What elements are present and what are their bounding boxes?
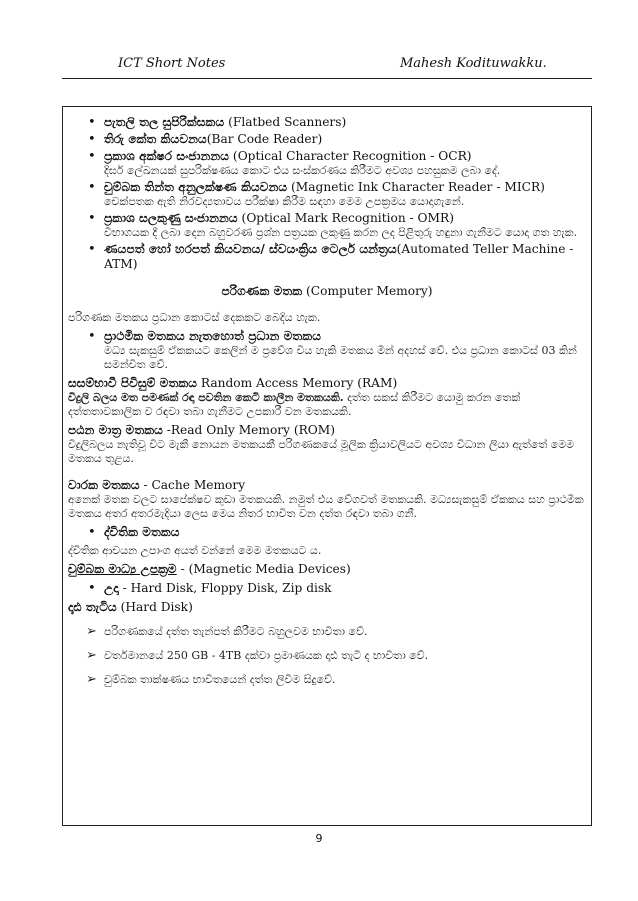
memory-intro: පරිගණක මතකය ප්‍රධාන කොටස් දෙකකට බෙදිය හැක.	[68, 311, 321, 324]
item-description: චෙක්පතක ඇති නිරවද්‍යතාවය පරීක්ෂා කිරීම සඳහා මෙම උපක්‍රමය යොදාගැනේ.	[104, 195, 465, 208]
hdd-english: (Hard Disk)	[116, 600, 193, 614]
page-content	[68, 115, 586, 697]
cache-english: - Cache Memory	[139, 478, 246, 492]
section-heading	[68, 284, 586, 299]
example-text: - Hard Disk, Floppy Disk, Zip disk	[118, 581, 332, 595]
list-item	[68, 581, 586, 596]
list-item	[68, 329, 586, 372]
magnetic-block	[68, 562, 586, 577]
hdd-point: ➢ චුම්බක තාක්ෂණය භාවිතයෙන් දත්ත ලිවීම සිදුවේ.	[68, 673, 586, 687]
item-title: පැතලි තල සුපිරික්සකය	[104, 115, 225, 129]
ram-block	[68, 376, 586, 419]
example-label: උදා	[104, 581, 119, 595]
rom-english: -Read Only Memory (ROM)	[162, 423, 336, 437]
list-item	[68, 525, 586, 540]
ram-desc-bold: විදුලි බලය මත පමණක් රඳා පවතින කෙටි කාලීන මතකයකි.	[68, 391, 344, 404]
hdd-point: ➢ වර්තමානයේ 250 GB - 4TB දක්වා ප්‍රමාණයක දෘඪ තැටි ද භාවිතා වේ.	[68, 649, 586, 663]
item-description: දිර්ඝ ලේඛනයක් සුපරික්ෂණය කොට එය සංස්කරණය කිරීමට අවශ්‍ය පහසුකම ලබා දේ.	[104, 164, 501, 177]
ram-english: Random Access Memory (RAM)	[197, 376, 398, 390]
ram-title: සසම්භාවී පිවිසුම් මතකය	[68, 376, 197, 390]
section-heading-si: පරිගණක මතක	[221, 284, 303, 298]
item-title: ද්විතික මතකය	[104, 525, 180, 539]
item-english: (Bar Code Reader)	[206, 132, 323, 146]
list-item	[68, 242, 586, 272]
hdd-point: ➢ පරිගණකයේ දත්ත තැන්පත් කිරීමට බහුලවම භාවිතා වේ.	[68, 625, 586, 639]
rom-block	[68, 423, 586, 466]
item-title: තිරු කේත කියවනය	[104, 132, 207, 146]
item-english: (Optical Mark Recognition - OMR)	[237, 211, 454, 225]
header-left-title: ICT Short Notes	[118, 56, 226, 71]
item-description: විභාගයක දී ලබා දෙන බහුවරණ ප්‍රශ්න පත්‍රයක ලකුණු කරන ලද පිළිතුරු හඳුනා ගැනීමට යොදා ගත හැක.	[104, 226, 578, 239]
hdd-block	[68, 600, 586, 615]
item-english: (Optical Character Recognition - OCR)	[229, 149, 472, 163]
item-title: චුම්බක තින්ත අනුලක්ෂණ කියවනය	[104, 180, 288, 194]
list-item	[68, 132, 586, 147]
section-heading-en: (Computer Memory)	[302, 284, 433, 298]
item-title: ණයපත් හෝ හරපත් කියවනය/ ස්වයංක්‍රිය ටෙලර් යන්ත්‍රය	[104, 242, 397, 256]
cache-desc: අනෙක් මතක වලට සාපේක්ෂව කුඩා මතකයකි. නමුත් එය වේගවත් මතකයකි. මධ්‍යසැකසුම් ඒකකය සහ ප්‍රාථමික මතකය අතර අතරමැදියා ලෙස මෙය නිතර භාවිත වන දත්ත රඳවා තබා ගනී.	[68, 493, 584, 520]
cache-block	[68, 478, 586, 521]
secondary-desc: ද්විතික ආචයන උපාංග අයත් වන්නේ මෙම මතකයට ය.	[68, 544, 322, 557]
item-english: (Automated Teller Machine - ATM)	[104, 242, 574, 271]
item-english: (Magnetic Ink Character Reader - MICR)	[287, 180, 545, 194]
magnetic-english: - (Magnetic Media Devices)	[176, 562, 351, 576]
list-item	[68, 115, 586, 130]
item-title: ප්‍රකාශ අක්ෂර සංජානනය	[104, 149, 230, 163]
list-item	[68, 149, 586, 178]
hdd-title: දෘඪ තැටිය	[68, 600, 117, 614]
cache-title: වාරක මතකය	[68, 478, 140, 492]
page-number: 9	[315, 832, 323, 845]
rom-title: පඨන මාත්‍ර මතකය	[68, 423, 163, 437]
magnetic-title: චුම්බක මාධ්‍ය උපක්‍රම	[68, 562, 177, 576]
header-divider	[62, 78, 592, 79]
rom-desc: විදුලිබලය නැතිවූ විට මැකී නොයන මතකයකී පරිගණකයේ මූලික ක්‍රියාවලියට අවශ්‍ය විධාන ලියා ඇත්තේ මෙම මතකය තුළය.	[68, 438, 575, 465]
item-english: (Flatbed Scanners)	[224, 115, 347, 129]
list-item	[68, 211, 586, 240]
header-author: Mahesh Kodituwakku.	[400, 56, 547, 71]
item-title: ප්‍රකාශ සලකුණු සංජානනය	[104, 211, 238, 225]
list-item	[68, 180, 586, 209]
item-title: ප්‍රාථමික මතකය නැතහොත් ප්‍රධාන මතකය	[104, 329, 321, 343]
ram-desc: දත්ත සකස් කිරීමට යොමු කරන තෙක් දත්තතාවකාලික ව රඳවා තබා ගැනීමට උපකාරී වන මතකයකි.	[68, 391, 521, 418]
item-description: මධ්‍ය සැකසුම් ඒකකයට කෙලින් ම ප්‍රවේශ විය හැකි මතකය මින් අදහස් වේ. එය ප්‍රධාන කොටස් 03 කින් සමන්විත වේ.	[104, 344, 577, 371]
